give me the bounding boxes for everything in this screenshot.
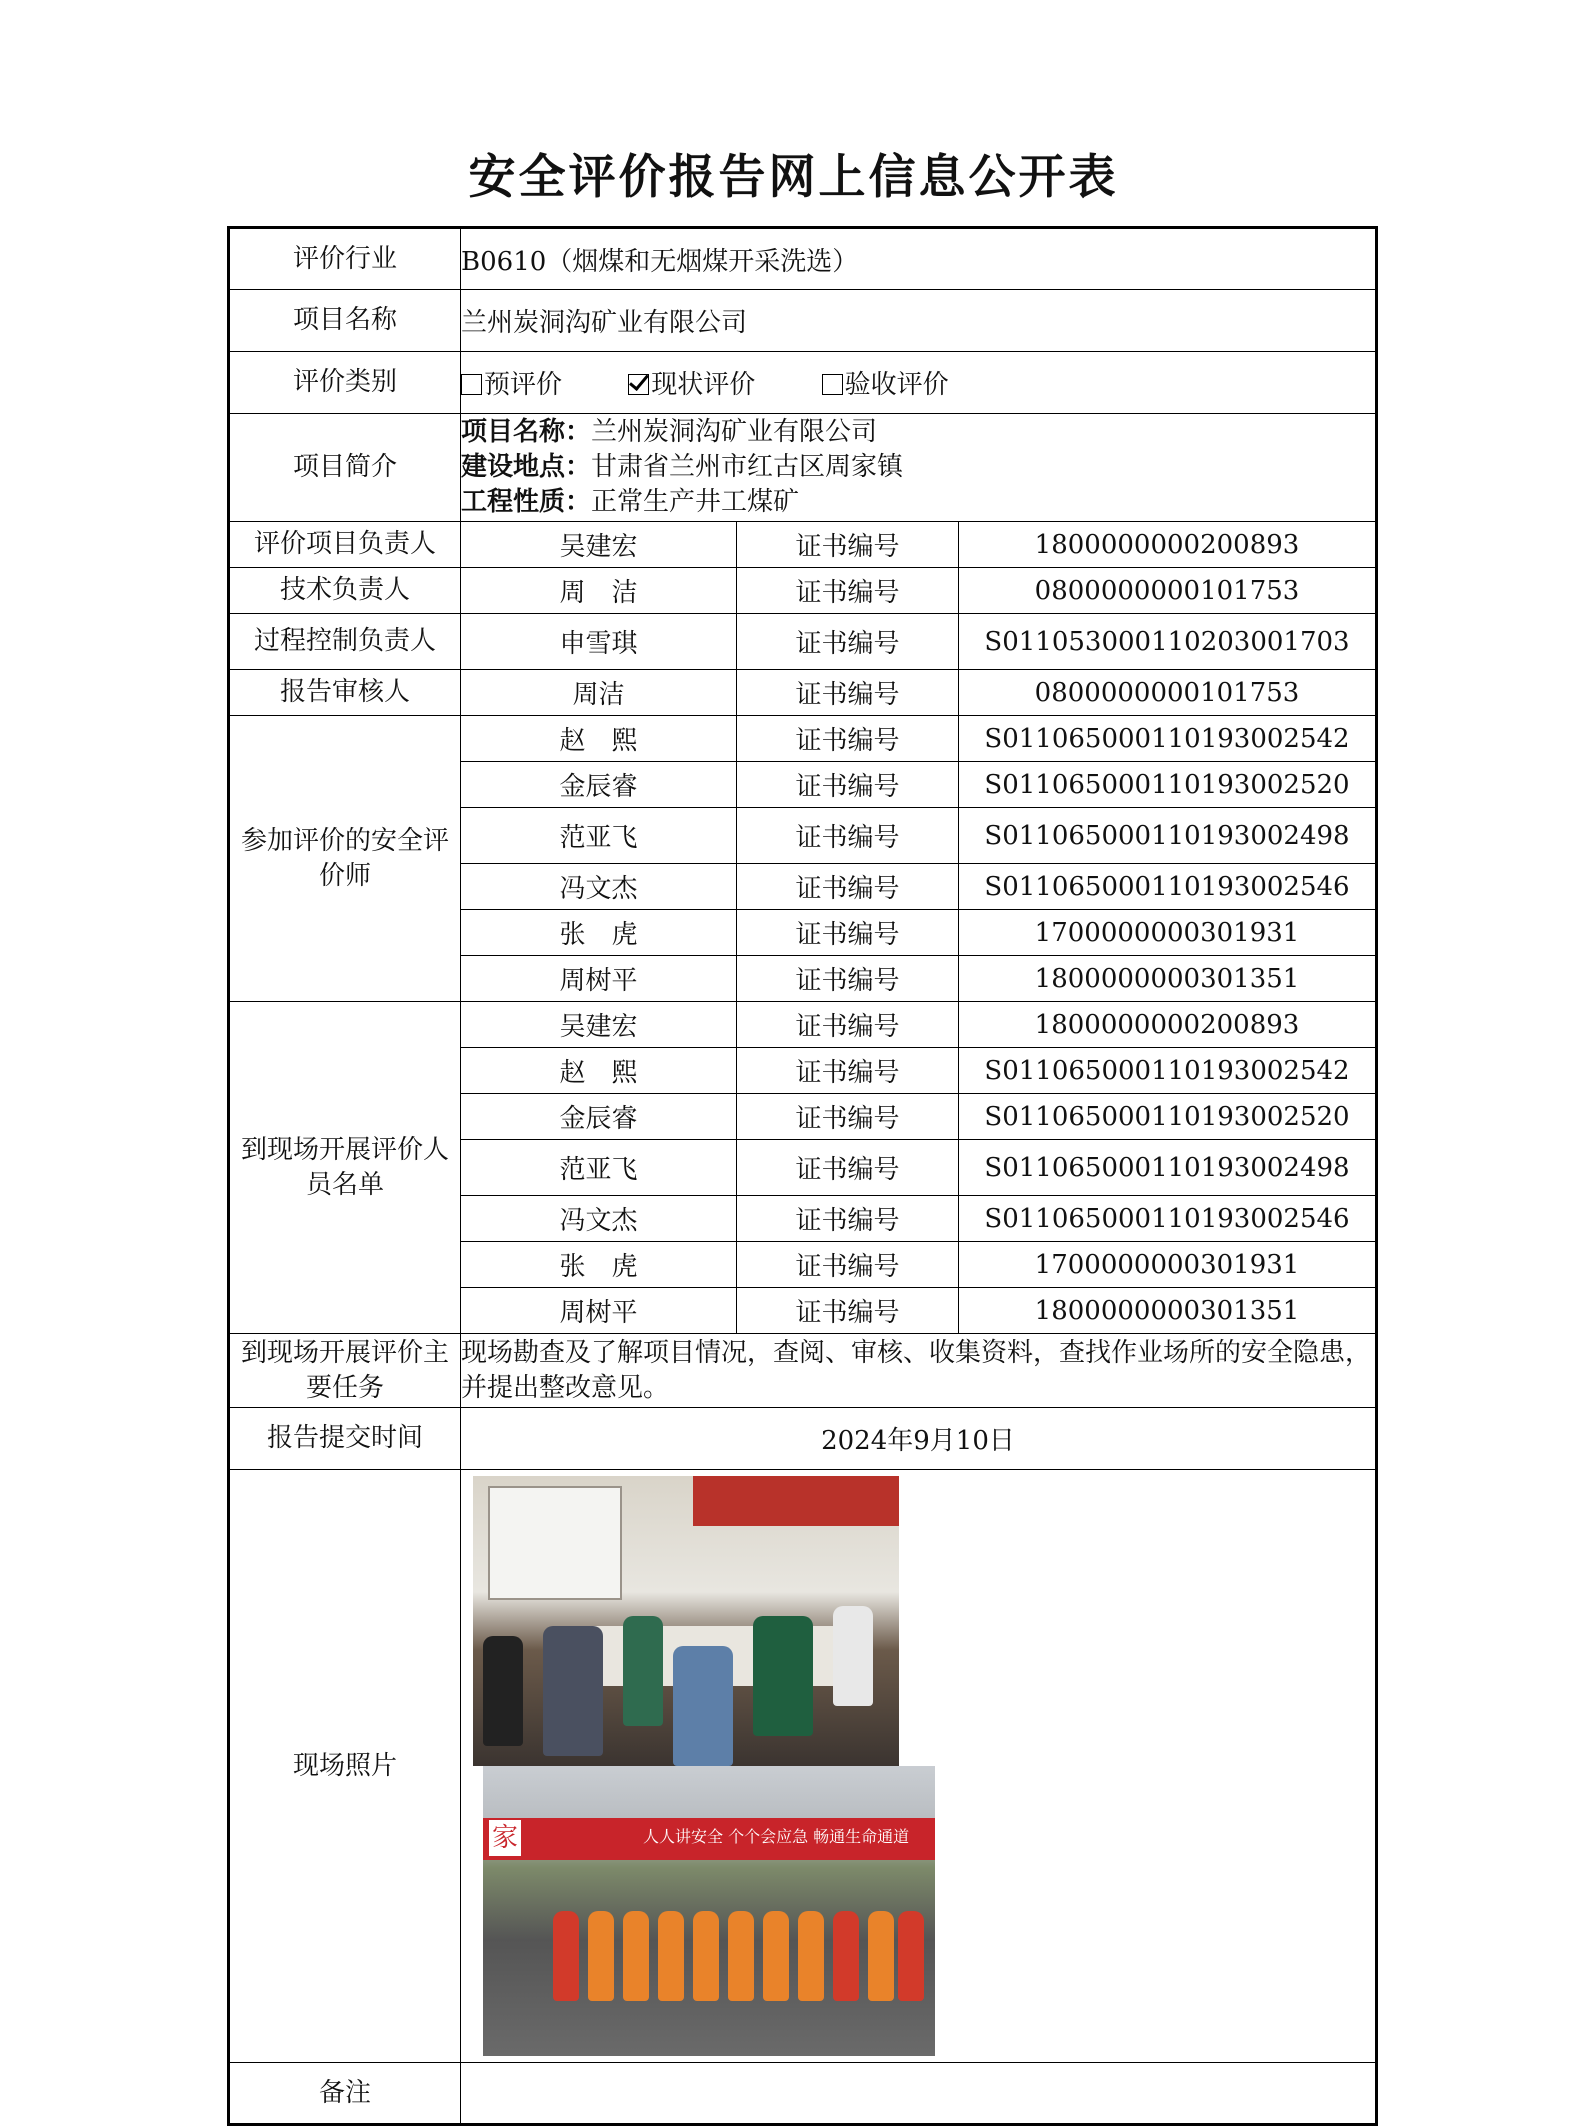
cert-label: 证书编号: [737, 1288, 959, 1334]
evaluators-label: 参加评价的安全评价师: [229, 716, 461, 1002]
intro-value: 正常生产井工煤矿: [591, 487, 800, 517]
role-label: 报告审核人: [229, 670, 461, 716]
submit-time-value: 2024年9月10日: [461, 1408, 1377, 1470]
row-remarks: [229, 2063, 1377, 2125]
intro-key: 建设地点：: [461, 452, 592, 482]
cert-label: 证书编号: [737, 864, 959, 910]
cert-label: 证书编号: [737, 568, 959, 614]
checkbox-acceptance-evaluation[interactable]: 验收评价: [822, 364, 949, 401]
cert-number: S011065000110193002498: [959, 1140, 1377, 1196]
cert-number: 0800000000101753: [959, 568, 1377, 614]
remarks-value: [461, 2063, 1377, 2125]
person-name: 冯文杰: [461, 864, 737, 910]
role-label: 过程控制负责人: [229, 614, 461, 670]
submit-time-label: 报告提交时间: [229, 1408, 461, 1470]
person-name: 赵 熙: [461, 716, 737, 762]
intro-value: 甘肃省兰州市红古区周家镇: [591, 452, 904, 482]
cert-number: S011065000110193002546: [959, 864, 1377, 910]
row-task: [229, 1334, 1377, 1408]
info-table: [227, 226, 1378, 2126]
row-submit-time: [229, 1408, 1377, 1470]
person-name: 金辰睿: [461, 762, 737, 808]
task-value: 现场勘查及了解项目情况，查阅、审核、收集资料，查找作业场所的安全隐患，并提出整改意见。: [461, 1334, 1377, 1408]
onsite-label: 到现场开展评价人员名单: [229, 1002, 461, 1334]
cert-number: 1800000000200893: [959, 1002, 1377, 1048]
row-responsible: [229, 568, 1377, 614]
person-name: 吴建宏: [461, 1002, 737, 1048]
person-name: 赵 熙: [461, 1048, 737, 1094]
person-name: 周洁: [461, 670, 737, 716]
row-responsible: [229, 614, 1377, 670]
cert-label: 证书编号: [737, 670, 959, 716]
cert-label: 证书编号: [737, 1002, 959, 1048]
intro-key: 项目名称：: [461, 417, 592, 447]
person-name: 周树平: [461, 956, 737, 1002]
cert-number: 1800000000200893: [959, 522, 1377, 568]
meeting-photo: [473, 1476, 899, 1766]
intro-label: 项目简介: [229, 414, 461, 522]
cert-label: 证书编号: [737, 1196, 959, 1242]
person-name: 吴建宏: [461, 522, 737, 568]
role-label: 技术负责人: [229, 568, 461, 614]
cert-label: 证书编号: [737, 522, 959, 568]
person-name: 张 虎: [461, 1242, 737, 1288]
role-label: 评价项目负责人: [229, 522, 461, 568]
project-name-label: 项目名称: [229, 290, 461, 352]
cert-label: 证书编号: [737, 910, 959, 956]
cert-label: 证书编号: [737, 956, 959, 1002]
cert-number: S011065000110193002546: [959, 1196, 1377, 1242]
row-responsible: [229, 670, 1377, 716]
industry-value: B0610（烟煤和无烟煤开采洗选）: [461, 228, 1377, 290]
project-name-value: 兰州炭洞沟矿业有限公司: [461, 290, 1377, 352]
category-options: [461, 352, 1377, 414]
cert-label: 证书编号: [737, 762, 959, 808]
cert-number: S011065000110193002520: [959, 762, 1377, 808]
person-name: 周树平: [461, 1288, 737, 1334]
person-name: 张 虎: [461, 910, 737, 956]
cert-number: S011065000110193002542: [959, 1048, 1377, 1094]
intro-value: 兰州炭洞沟矿业有限公司: [591, 417, 878, 447]
cert-number: S011065000110193002498: [959, 808, 1377, 864]
safety-banner: [483, 1818, 935, 1860]
cert-number: 1800000000301351: [959, 1288, 1377, 1334]
intro-content: [461, 414, 1377, 522]
person-name: 冯文杰: [461, 1196, 737, 1242]
remarks-label: 备注: [229, 2063, 461, 2125]
row-intro: [229, 414, 1377, 522]
person-name: 周 洁: [461, 568, 737, 614]
cert-label: 证书编号: [737, 808, 959, 864]
row-industry: [229, 228, 1377, 290]
checkbox-checked-icon: [628, 374, 649, 395]
cert-number: 1700000000301931: [959, 1242, 1377, 1288]
person-name: 金辰睿: [461, 1094, 737, 1140]
projector-screen: [488, 1486, 622, 1600]
industry-label: 评价行业: [229, 228, 461, 290]
cert-label: 证书编号: [737, 716, 959, 762]
cert-number: S011065000110193002542: [959, 716, 1377, 762]
row-evaluator: [229, 716, 1377, 762]
cert-label: 证书编号: [737, 1094, 959, 1140]
team-photo: [483, 1766, 935, 2056]
person-name: 范亚飞: [461, 808, 737, 864]
cert-number: 0800000000101753: [959, 670, 1377, 716]
row-project-name: [229, 290, 1377, 352]
cert-label: 证书编号: [737, 1242, 959, 1288]
category-label: 评价类别: [229, 352, 461, 414]
cert-label: 证书编号: [737, 1048, 959, 1094]
task-label: 到现场开展评价主要任务: [229, 1334, 461, 1408]
intro-key: 工程性质：: [461, 487, 592, 517]
checkbox-pre-evaluation[interactable]: 预评价: [461, 364, 562, 401]
cert-label: 证书编号: [737, 614, 959, 670]
cert-number: S011053000110203001703: [959, 614, 1377, 670]
wall-banner: [693, 1476, 899, 1526]
row-onsite: [229, 1002, 1377, 1048]
banner-sign: 家: [489, 1820, 521, 1856]
checkbox-empty-icon: [461, 374, 482, 395]
row-responsible: [229, 522, 1377, 568]
checkbox-status-evaluation[interactable]: 现状评价: [628, 364, 755, 401]
person-name: 申雪琪: [461, 614, 737, 670]
checkbox-empty-icon: [822, 374, 843, 395]
row-category: [229, 352, 1377, 414]
photos-label: 现场照片: [229, 1470, 461, 2063]
page-title: 安全评价报告网上信息公开表: [468, 150, 1119, 205]
cert-number: S011065000110193002520: [959, 1094, 1377, 1140]
cert-number: 1700000000301931: [959, 910, 1377, 956]
cert-number: 1800000000301351: [959, 956, 1377, 1002]
row-photos: [229, 1470, 1377, 2063]
photos-cell: [461, 1470, 1377, 2063]
banner-text: 人人讲安全 个个会应急 畅通生命通道: [643, 1827, 910, 1846]
cert-label: 证书编号: [737, 1140, 959, 1196]
person-name: 范亚飞: [461, 1140, 737, 1196]
